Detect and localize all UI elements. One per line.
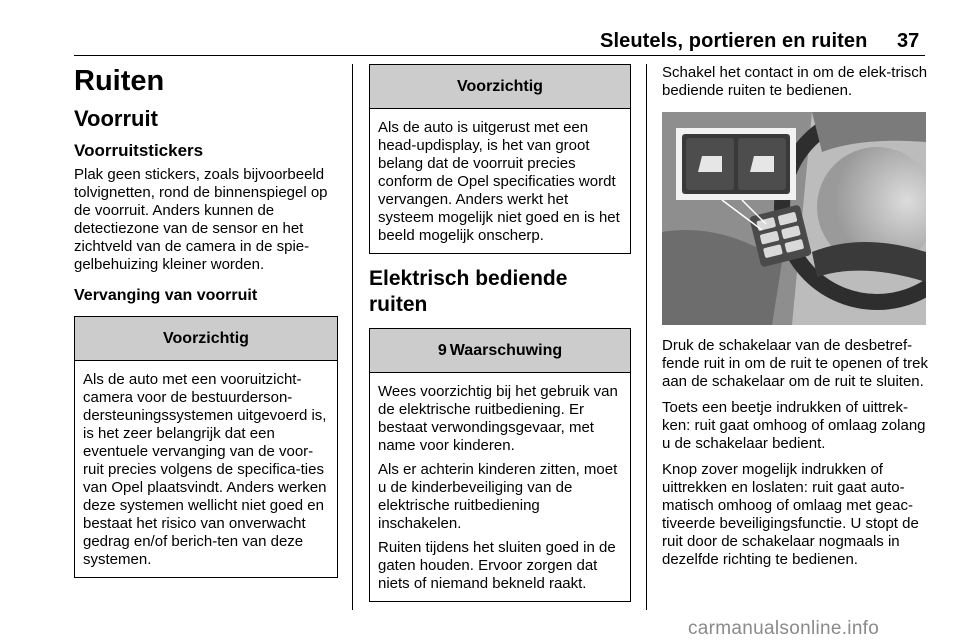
warning-box-title [370,329,630,373]
warning-box-body [370,373,630,601]
caution-box-body [370,109,630,253]
switch-paragraph: Druk de schakelaar van de desbetref-fende ruit in om de ruit te openen of trek aan de schakelaar om de ruit te sluiten. [662,337,928,390]
subsection-title: Voorruit [74,106,158,131]
caution-text: Als de auto is uitgerust met een head-updisplay, is het van groot belang dat de voorruit precies conform de Opel specificaties wordt vervangen. Anders werkt het systeem mogelijk niet goed en is het beeld mogelijk onscherp. [378,119,620,244]
warning-symbol-icon: 9 [437,341,447,359]
warning-title: Waarschuwing [449,341,563,359]
caution-text: Als de auto met een vooruitzicht-camera voor de bestuurderson-dersteuningssystemen uitgevoerd is, is het zeer belangrijk dat een eventuele vervanging van de voor-ruit precies volgens de specifica-ties van Opel plaatsvindt. Anders werken deze systemen wellicht niet goed en bestaat het risico van onverwacht gedrag en/of berich-ten van deze systemen. [83,371,327,568]
warning-paragraph: Als er achterin kinderen zitten, moet u de kinderbeveiliging van de elektrische ruitbediening inschakelen. [378,461,618,532]
column-divider-right [646,64,647,610]
caution-box-title: Voorzichtig [370,65,630,109]
caution-box-hud [369,64,631,254]
warning-paragraph: Wees voorzichtig bij het gebruik van de elektrische ruitbediening. Er bestaat verwondingsgevaar, met name voor kinderen. [378,383,618,454]
stickers-paragraph: Plak geen stickers, zoals bijvoorbeeld tolvignetten, rond de binnenspiegel op de voorruit. Anders kunnen de detectiezone van de sensor en het zichtveld van de camera in de spie-gelbehuizing kleiner worden. [74,166,328,273]
replacement-heading: Vervanging van voorruit [74,287,258,304]
window-switch-illustration [662,112,926,325]
page-number: 37 [897,30,920,52]
watermark: carmanualsonline.info [688,618,880,639]
warning-box [369,328,631,602]
topic-heading: Voorruitstickers [74,141,204,160]
header-rule [74,55,925,56]
auto-paragraph: Knop zover mogelijk indrukken of uittrekken en loslaten: ruit gaat auto-matisch omhoog of omlaag met geac-tiveerde beveiligingsfunctie. U stopt de ruit door de schakelaar nogmaals in dezelfde richting te bedienen. [662,461,919,568]
column-1 [74,64,338,578]
subsection-title: Elektrisch bediende ruiten [369,267,568,316]
caution-box-title: Voorzichtig [75,317,337,361]
column-divider-left [352,64,353,610]
column-2 [369,64,631,602]
short-press-paragraph: Toets een beetje indrukken of uittrek-ken: ruit gaat omhoog of omlaag zolang u de schakelaar bedient. [662,399,926,452]
column-3 [662,64,928,569]
caution-box-body [75,361,337,577]
caution-box [74,316,338,578]
intro-paragraph: Schakel het contact in om de elek-trisch bediende ruiten te bedienen. [662,64,928,99]
window-switch-photo [662,112,926,325]
section-title: Ruiten [74,65,165,97]
running-header-title: Sleutels, portieren en ruiten [600,30,868,52]
warning-paragraph: Ruiten tijdens het sluiten goed in de gaten houden. Ervoor zorgen dat niets of niemand bekneld raakt. [378,539,616,592]
